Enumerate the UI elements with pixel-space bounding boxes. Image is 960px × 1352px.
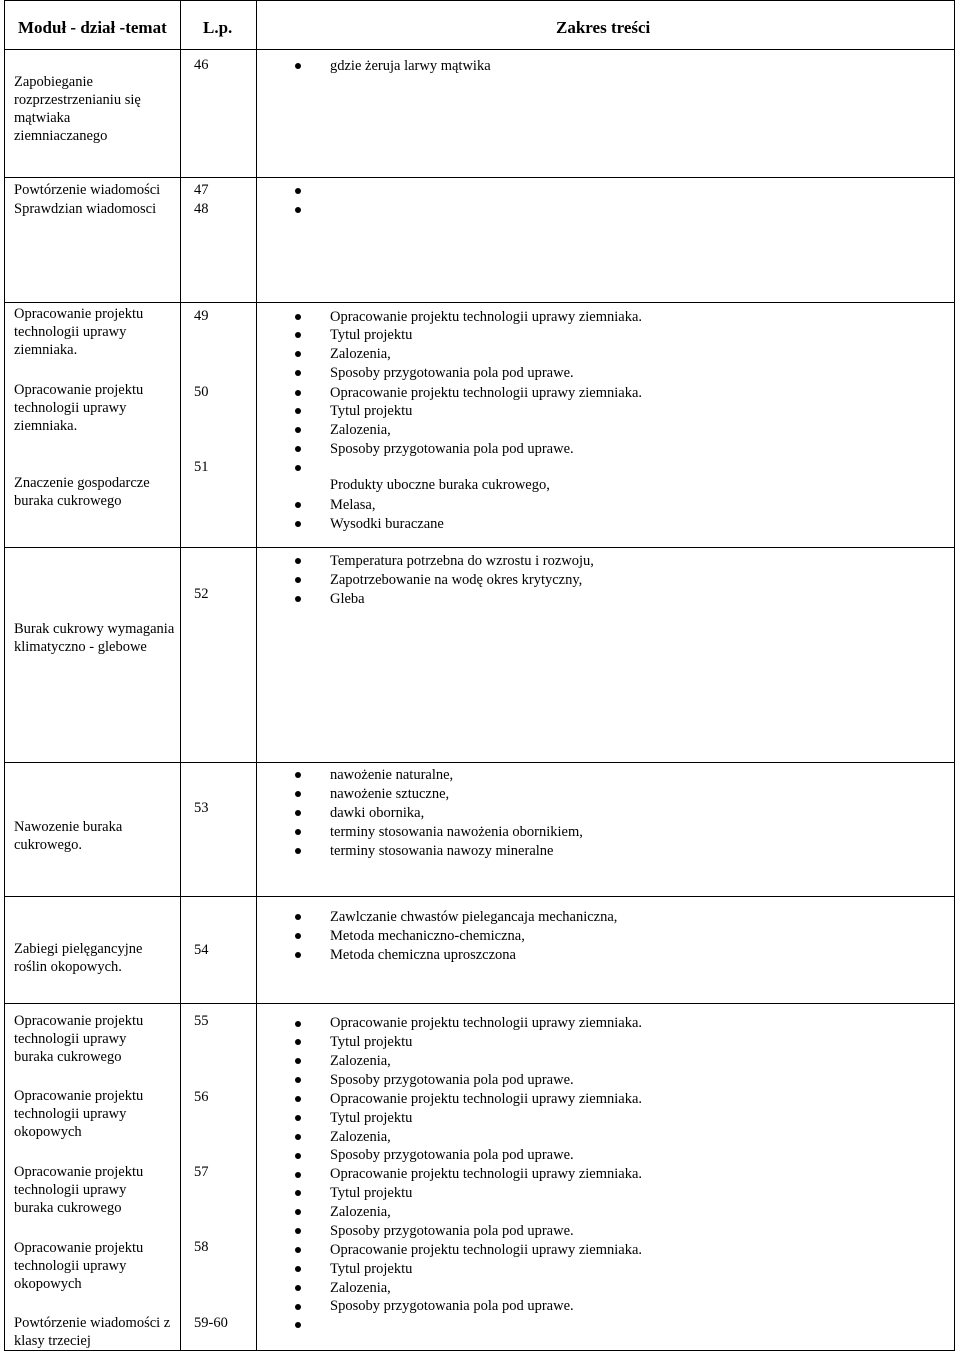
topic-cell: Opracowanie projektu technologii uprawy ziemniaka. bbox=[14, 306, 144, 358]
lesson-number: 46 bbox=[194, 57, 209, 73]
bullet bbox=[295, 1115, 301, 1121]
content-item: dawki obornika, bbox=[330, 805, 425, 821]
topic-cell: Burak cukrowy wymagania klimatyczno - glebowe bbox=[14, 621, 175, 655]
content-item: Opracowanie projektu technologii uprawy ziemniaka. bbox=[330, 1166, 643, 1182]
lesson-number: 59-60 bbox=[194, 1315, 228, 1331]
topic-cell: Opracowanie projektu technologii uprawy okopowych bbox=[14, 1088, 144, 1140]
lesson-number: 47 bbox=[194, 182, 209, 198]
bullet bbox=[295, 952, 301, 958]
lesson-number: 57 bbox=[194, 1164, 209, 1180]
content-item: Opracowanie projektu technologii uprawy ziemniaka. bbox=[330, 1242, 643, 1258]
content-item: Zalozenia, bbox=[330, 1280, 391, 1296]
bullet bbox=[295, 1096, 301, 1102]
bullet bbox=[295, 848, 301, 854]
content-item: Sposoby przygotowania pola pod uprawe. bbox=[330, 1223, 574, 1239]
lesson-number: 48 bbox=[194, 201, 209, 217]
row-divider bbox=[4, 302, 955, 303]
lesson-number: 50 bbox=[194, 384, 209, 400]
content-item: Tytul projektu bbox=[330, 1034, 413, 1050]
content-item: Zalozenia, bbox=[330, 422, 391, 438]
content-item: terminy stosowania nawozy mineralne bbox=[330, 843, 554, 859]
content-item: Sposoby przygotowania pola pod uprawe. bbox=[330, 1072, 574, 1088]
bullet bbox=[295, 1247, 301, 1253]
content-item: Sposoby przygotowania pola pod uprawe. bbox=[330, 1147, 574, 1163]
bullet bbox=[295, 408, 301, 414]
bullet bbox=[295, 332, 301, 338]
header-module: Moduł - dział -temat bbox=[18, 18, 167, 37]
topic-cell: Opracowanie projektu technologii uprawy buraka cukrowego bbox=[14, 1013, 144, 1065]
content-item: Tytul projektu bbox=[330, 1185, 413, 1201]
content-item: Zapotrzebowanie na wodę okres krytyczny, bbox=[330, 572, 583, 588]
lesson-number: 58 bbox=[194, 1239, 209, 1255]
column-divider-2 bbox=[256, 0, 257, 1351]
bullet bbox=[295, 207, 301, 213]
bullet bbox=[295, 314, 301, 320]
row-divider bbox=[4, 547, 955, 548]
bullet bbox=[295, 1039, 301, 1045]
bullet bbox=[295, 502, 301, 508]
bullet bbox=[295, 188, 301, 194]
content-item: terminy stosowania nawożenia obornikiem, bbox=[330, 824, 583, 840]
content-item: Temperatura potrzebna do wzrostu i rozwoju, bbox=[330, 553, 594, 569]
lesson-number: 51 bbox=[194, 459, 209, 475]
content-item: Opracowanie projektu technologii uprawy ziemniaka. bbox=[330, 385, 643, 401]
content-item: Gleba bbox=[330, 591, 365, 607]
topic-cell: Nawozenie buraka cukrowego. bbox=[14, 819, 123, 853]
bullet bbox=[295, 446, 301, 452]
content-item: Opracowanie projektu technologii uprawy ziemniaka. bbox=[330, 309, 643, 325]
content-item: Sposoby przygotowania pola pod uprawe. bbox=[330, 441, 574, 457]
bullet bbox=[295, 390, 301, 396]
bullet bbox=[295, 791, 301, 797]
bullet bbox=[295, 521, 301, 527]
row-divider bbox=[4, 762, 955, 763]
bullet bbox=[295, 1134, 301, 1140]
lesson-number: 52 bbox=[194, 586, 209, 602]
lesson-number: 54 bbox=[194, 942, 209, 958]
lesson-number: 53 bbox=[194, 800, 209, 816]
content-item: nawożenie sztuczne, bbox=[330, 786, 450, 802]
header-scope: Zakres treści bbox=[556, 18, 651, 37]
bullet bbox=[295, 1153, 301, 1159]
content-item: Zalozenia, bbox=[330, 1129, 391, 1145]
content-item: nawożenie naturalne, bbox=[330, 767, 454, 783]
header-lp: L.p. bbox=[203, 18, 233, 37]
bullet bbox=[295, 1021, 301, 1027]
bullet bbox=[295, 351, 301, 357]
content-item: Metoda mechaniczno-chemiczna, bbox=[330, 928, 525, 944]
topic-cell: Opracowanie projektu technologii uprawy buraka cukrowego bbox=[14, 1164, 144, 1216]
bullet bbox=[295, 1322, 301, 1328]
bullet bbox=[295, 577, 301, 583]
content-item: Zalozenia, bbox=[330, 346, 391, 362]
bullet bbox=[295, 1304, 301, 1310]
content-item: Opracowanie projektu technologii uprawy ziemniaka. bbox=[330, 1091, 643, 1107]
content-item: Opracowanie projektu technologii uprawy ziemniaka. bbox=[330, 1015, 643, 1031]
topic-cell: Opracowanie projektu technologii uprawy okopowych bbox=[14, 1240, 144, 1292]
topic-cell: Powtórzenie wiadomości z klasy trzeciej bbox=[14, 1315, 171, 1349]
bullet bbox=[295, 370, 301, 376]
bullet bbox=[295, 1077, 301, 1083]
bullet bbox=[295, 914, 301, 920]
content-item: Sposoby przygotowania pola pod uprawe. bbox=[330, 1298, 574, 1314]
content-item: Metoda chemiczna uproszczona bbox=[330, 947, 516, 963]
bullet bbox=[295, 772, 301, 778]
content-item: Sposoby przygotowania pola pod uprawe. bbox=[330, 365, 574, 381]
content-item: Melasa, bbox=[330, 497, 376, 513]
bullet bbox=[295, 810, 301, 816]
content-item: Zawlczanie chwastów pielegancaja mechaniczna, bbox=[330, 909, 618, 925]
bullet bbox=[295, 1172, 301, 1178]
content-item: Tytul projektu bbox=[330, 1110, 413, 1126]
bullet bbox=[295, 596, 301, 602]
lesson-number: 49 bbox=[194, 308, 209, 324]
row-divider bbox=[4, 177, 955, 178]
bullet bbox=[295, 558, 301, 564]
topic-cell: Powtórzenie wiadomości bbox=[14, 182, 161, 198]
topic-cell: Zapobieganie rozprzestrzenianiu się mątwiaka ziemniaczanego bbox=[14, 74, 141, 144]
content-item: Wysodki buraczane bbox=[330, 516, 444, 532]
bullet bbox=[295, 829, 301, 835]
content-item: Zalozenia, bbox=[330, 1204, 391, 1220]
content-item: Zalozenia, bbox=[330, 1053, 391, 1069]
row-divider bbox=[4, 49, 955, 50]
content-item: Tytul projektu bbox=[330, 327, 413, 343]
topic-cell: Opracowanie projektu technologii uprawy ziemniaka. bbox=[14, 382, 144, 434]
bullet bbox=[295, 1228, 301, 1234]
content-item: Tytul projektu bbox=[330, 1261, 413, 1277]
row-divider bbox=[4, 1003, 955, 1004]
topic-cell: Sprawdzian wiadomosci bbox=[14, 201, 157, 217]
content-item: Produkty uboczne buraka cukrowego, bbox=[330, 477, 550, 493]
bullet bbox=[295, 465, 301, 471]
bullet bbox=[295, 1266, 301, 1272]
bullet bbox=[295, 933, 301, 939]
topic-cell: Znaczenie gospodarcze buraka cukrowego bbox=[14, 475, 150, 509]
bullet bbox=[295, 1285, 301, 1291]
lesson-number: 55 bbox=[194, 1013, 209, 1029]
bullet bbox=[295, 1209, 301, 1215]
content-item: Tytul projektu bbox=[330, 403, 413, 419]
bullet bbox=[295, 1190, 301, 1196]
bullet bbox=[295, 427, 301, 433]
content-item: gdzie żeruja larwy mątwika bbox=[330, 58, 491, 74]
bullet bbox=[295, 63, 301, 69]
bullet bbox=[295, 1058, 301, 1064]
column-divider-1 bbox=[180, 0, 181, 1351]
lesson-number: 56 bbox=[194, 1089, 209, 1105]
row-divider bbox=[4, 896, 955, 897]
topic-cell: Zabiegi pielęgancyjne roślin okopowych. bbox=[14, 941, 143, 975]
